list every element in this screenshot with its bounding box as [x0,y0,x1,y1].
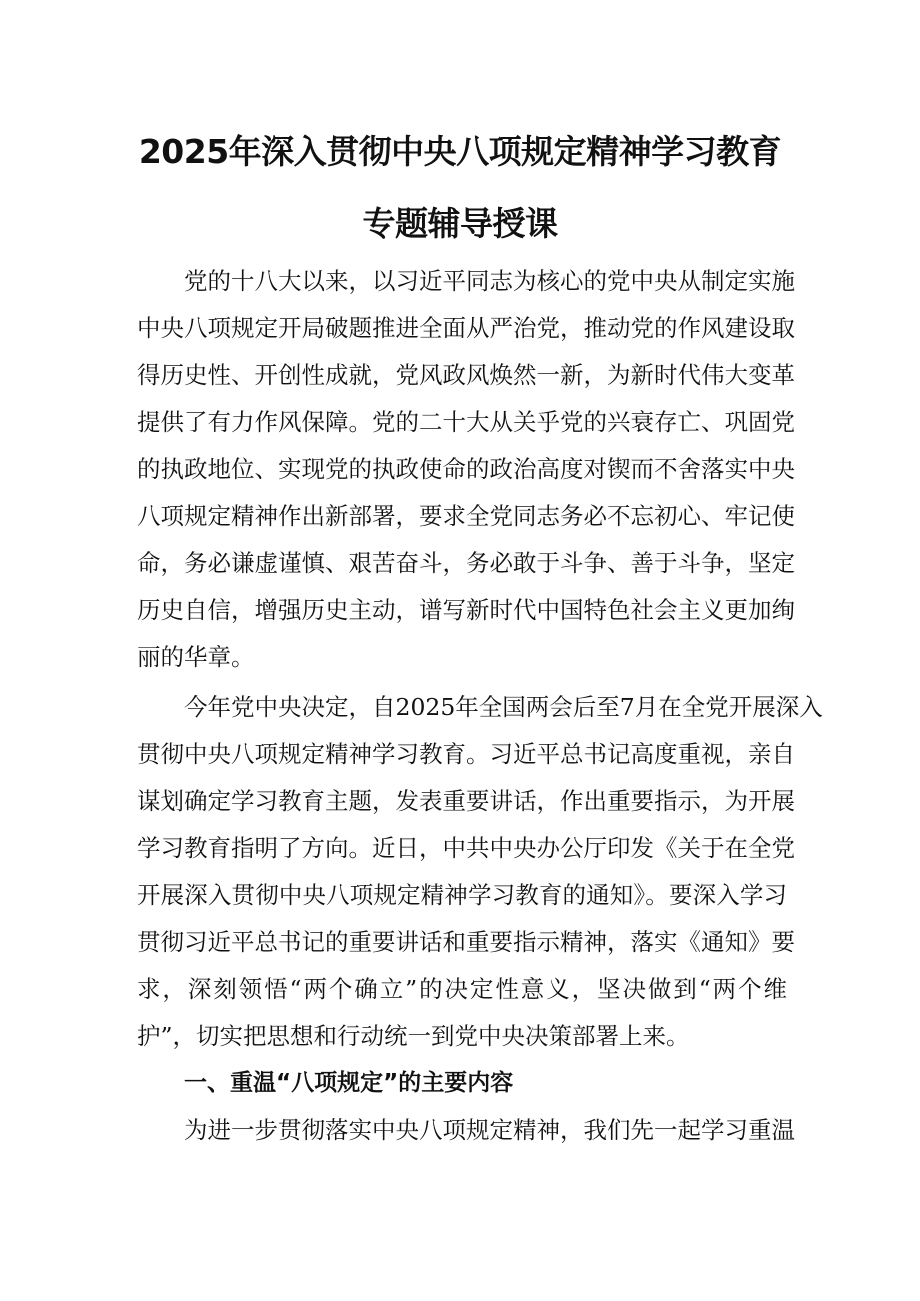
paragraph-line: 提供了有力作风保障。党的二十大从关乎党的兴衰存亡、巩固党 [137,408,795,436]
paragraph-line: 开展深入贯彻中央八项规定精神学习教育的通知》。要深入学习 [137,881,787,909]
document-title-line-1: 2025年深入贯彻中央八项规定精神学习教育 [138,132,782,171]
paragraph-line: 贯彻习近平总书记的重要讲话和重要指示精神，落实《通知》要 [137,928,795,956]
paragraph-line: 得历史性、开创性成就，党风政风焕然一新，为新时代伟大变革 [137,361,795,389]
paragraph-line: 丽的华章。 [137,643,255,671]
paragraph-line: 谋划确定学习教育主题，发表重要讲话，作出重要指示，为开展 [137,787,795,815]
document-title-line-2: 专题辅导授课 [362,204,558,243]
paragraph-line: 中央八项规定开局破题推进全面从严治党，推动党的作风建设取 [137,314,795,342]
paragraph-study-campaign [137,684,823,1060]
paragraph-line: 今年党中央决定，自2025年全国两会后至7月在全党开展深入 [184,693,823,721]
paragraph-line: 的执政地位、实现党的执政使命的政治高度对锲而不舍落实中央 [137,455,795,483]
section-heading: 一、重温“八项规定”的主要内容 [184,1070,514,1096]
body-text [137,258,823,1154]
paragraph-line: 求，深刻领悟“两个确立”的决定性意义，坚决做到“两个维 [137,975,787,1003]
paragraph-line: 学习教育指明了方向。近日，中共中央办公厅印发《关于在全党 [137,834,795,862]
paragraph-line: 护”，切实把思想和行动统一到党中央决策部署上来。 [137,1022,690,1050]
paragraph-line: 命，务必谦虚谨慎、艰苦奋斗，务必敢于斗争、善于斗争，坚定 [137,549,795,577]
paragraph-line: 八项规定精神作出新部署，要求全党同志务必不忘初心、牢记使 [137,502,795,530]
paragraph-intro [137,258,795,681]
paragraph-line: 党的十八大以来，以习近平同志为核心的党中央从制定实施 [184,267,795,295]
paragraph-line: 为进一步贯彻落实中央八项规定精神，我们先一起学习重温 [184,1116,795,1144]
paragraph-line: 贯彻中央八项规定精神学习教育。习近平总书记高度重视，亲自 [137,740,795,768]
paragraph-line: 历史自信，增强历史主动，谱写新时代中国特色社会主义更加绚 [137,596,795,624]
paragraph-section-one [137,1107,795,1154]
